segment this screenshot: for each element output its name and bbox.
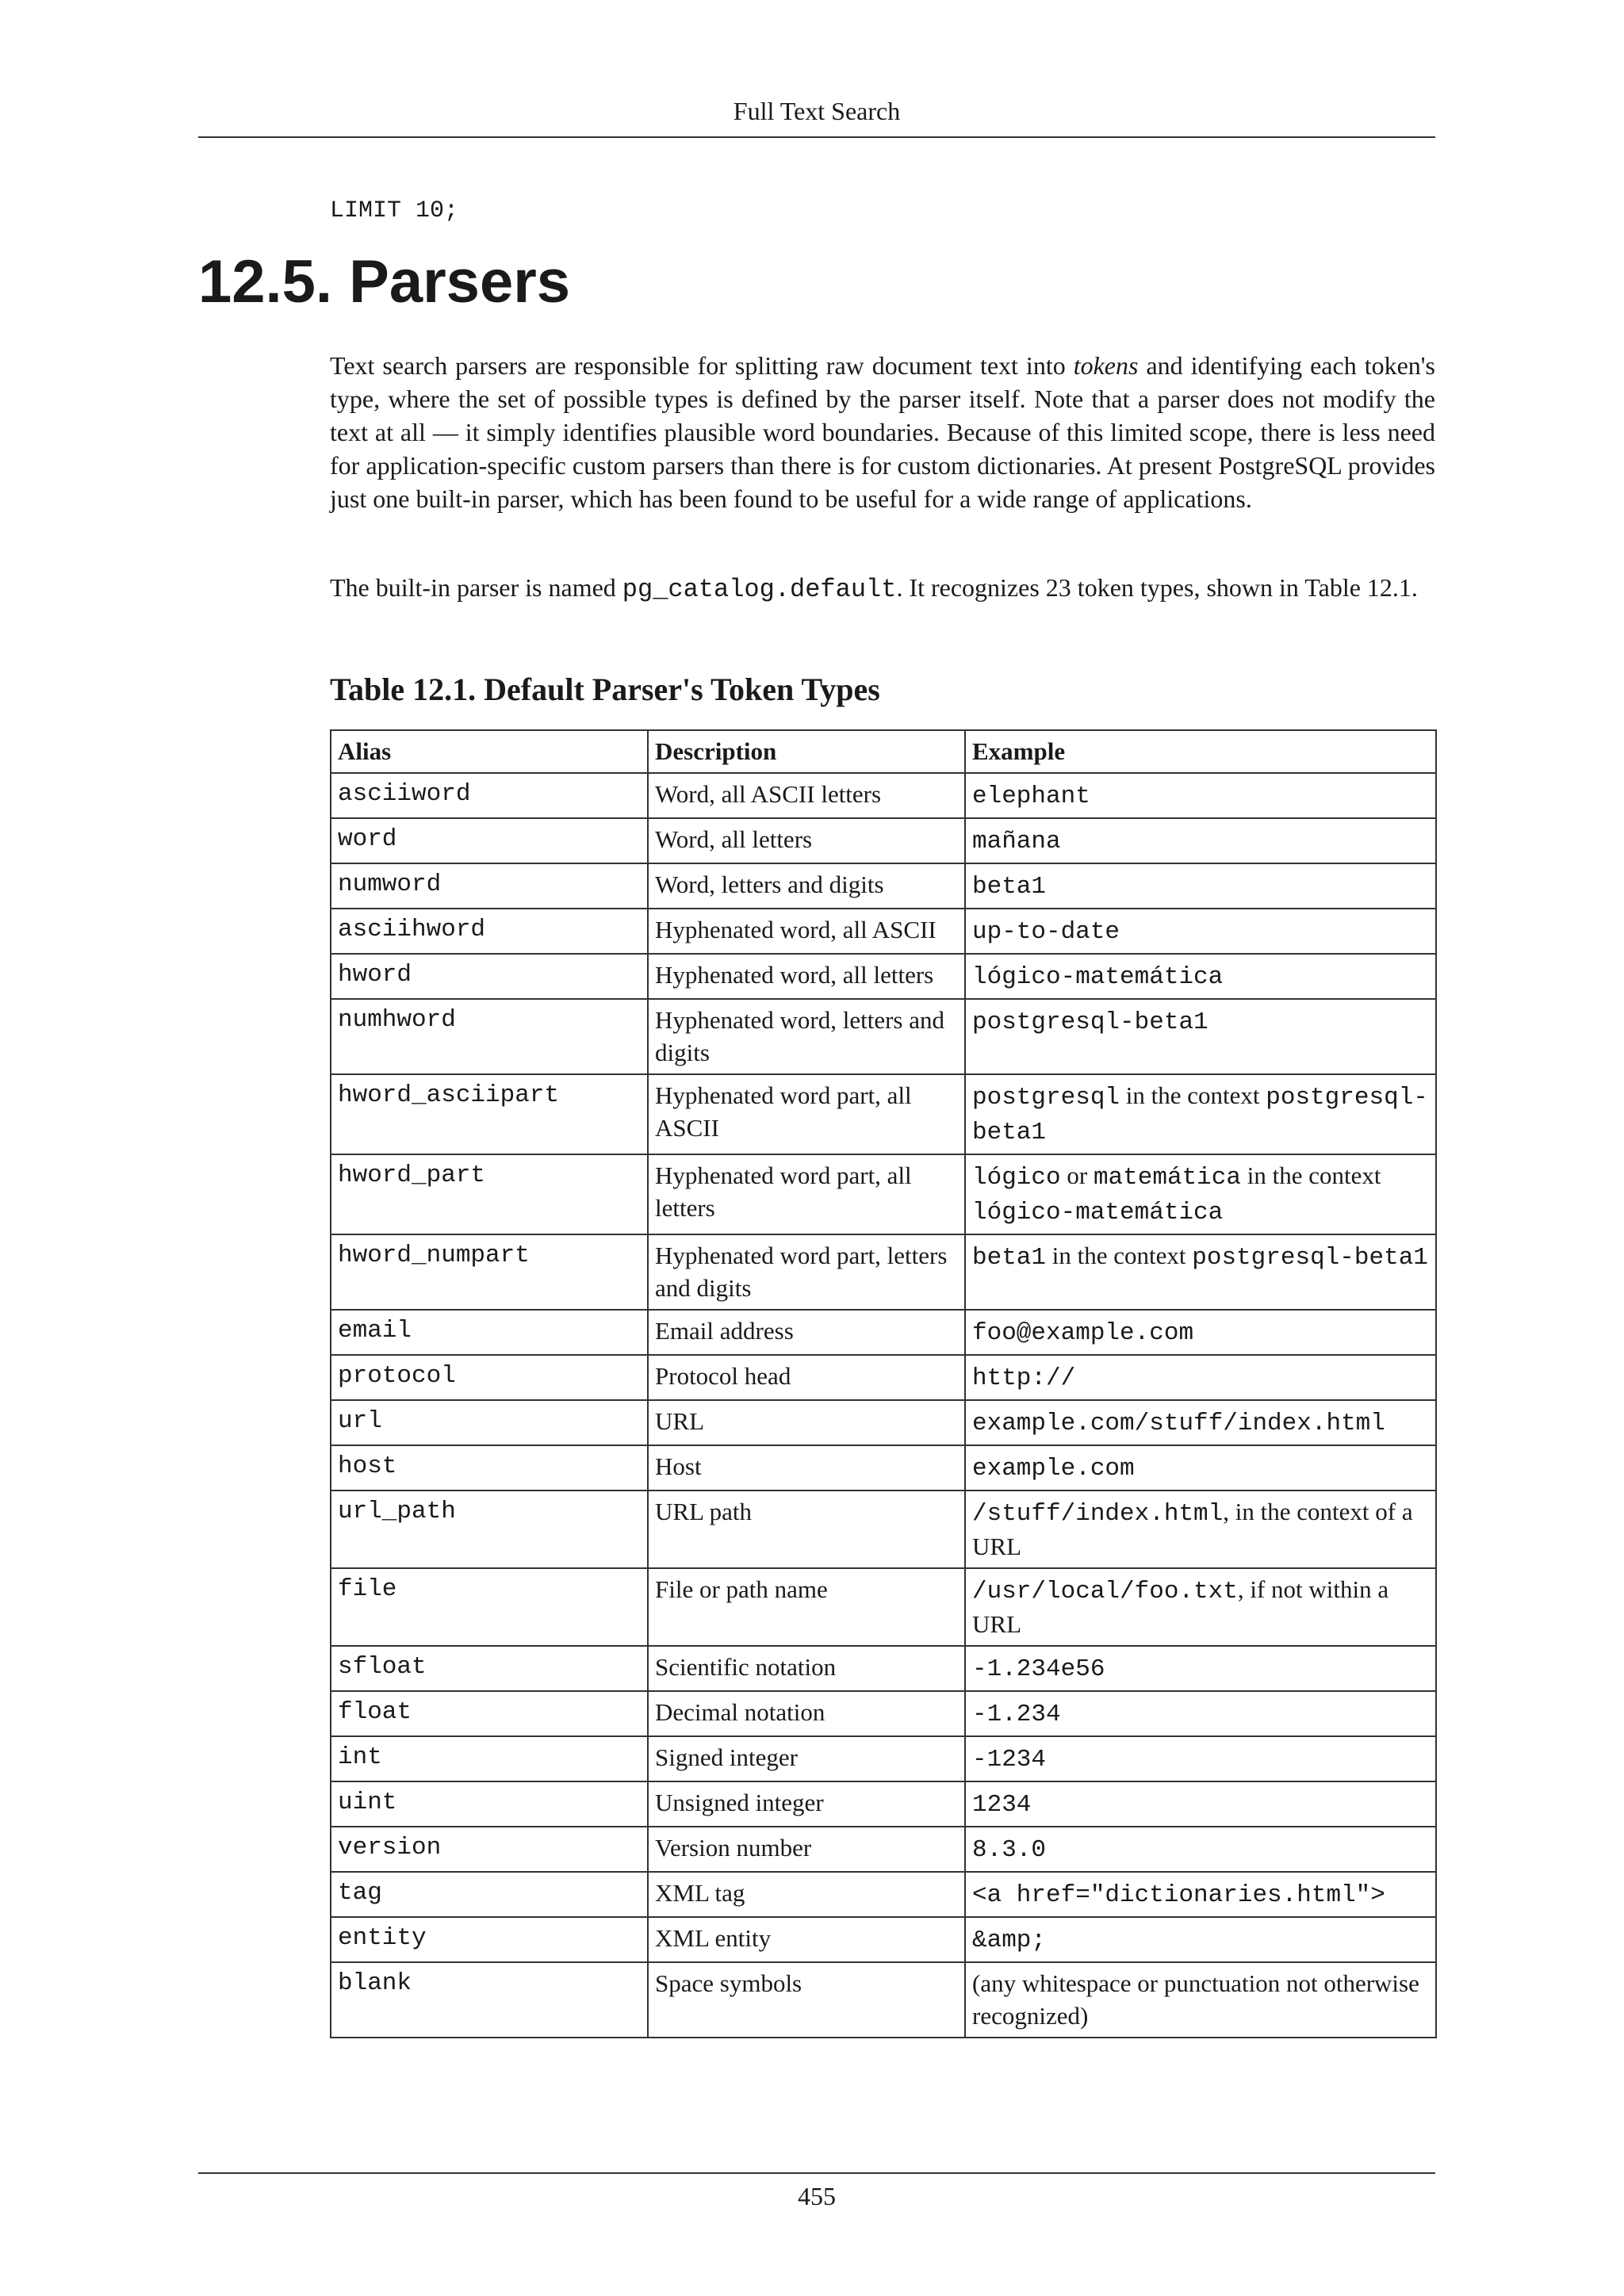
code-snippet: LIMIT 10; (330, 197, 459, 224)
example-code: -1.234 (972, 1701, 1061, 1728)
example-code: postgresql (972, 1084, 1120, 1112)
page-number: 455 (798, 2182, 836, 2210)
example-text: in the context (1240, 1161, 1381, 1189)
description-cell: Hyphenated word part, letters and digits (648, 1234, 965, 1310)
intro-text-start: Text search parsers are responsible for splitting raw document text into (330, 351, 1074, 380)
example-code: postgresql-beta1 (972, 1084, 1428, 1146)
description-cell: XML tag (648, 1872, 965, 1917)
table-row (331, 1568, 1436, 1646)
table-row (331, 1074, 1436, 1154)
table-row (331, 1400, 1436, 1445)
example-cell (965, 1781, 1436, 1827)
alias-cell: protocol (331, 1355, 648, 1400)
intro-text-end: and identifying each token's type, where the set of possible types is defined by the parser itself. Note that a parser does not modify the text at all — it simply identifies plausible word boundaries. Because of this limited scope, there is less need for application-specific custom parsers than there is for custom dictionaries. At present PostgreSQL provides just one built-in parser, which has been found to be useful for a wide range of applications. (330, 351, 1435, 513)
example-cell (965, 999, 1436, 1074)
example-cell (965, 1962, 1436, 2038)
alias-cell: version (331, 1827, 648, 1872)
description-cell: Hyphenated word part, all ASCII (648, 1074, 965, 1154)
alias-cell: asciihword (331, 909, 648, 954)
example-cell (965, 1827, 1436, 1872)
alias-cell: asciiword (331, 773, 648, 818)
description-cell: Hyphenated word, all letters (648, 954, 965, 999)
example-code: beta1 (972, 1244, 1047, 1272)
alias-cell: tag (331, 1872, 648, 1917)
description-cell: Word, all ASCII letters (648, 773, 965, 818)
example-cell (965, 863, 1436, 909)
example-code: /stuff/index.html (972, 1500, 1224, 1528)
intro-emphasis: tokens (1073, 351, 1139, 380)
description-cell: Version number (648, 1827, 965, 1872)
builtin-parser-paragraph (330, 571, 1435, 607)
example-code: postgresql-beta1 (972, 1008, 1208, 1036)
alias-cell: entity (331, 1917, 648, 1962)
example-cell (965, 1400, 1436, 1445)
example-text: (any whitespace or punctuation not otherwise recognized) (972, 1969, 1419, 2030)
builtin-text-end: . It recognizes 23 token types, shown in Table 12.1. (896, 573, 1418, 602)
column-header-alias: Alias (331, 730, 648, 773)
table-row (331, 1691, 1436, 1736)
example-code: &amp; (972, 1927, 1047, 1954)
alias-cell: blank (331, 1962, 648, 2038)
alias-cell: sfloat (331, 1646, 648, 1691)
description-cell: Signed integer (648, 1736, 965, 1781)
description-cell: Word, all letters (648, 818, 965, 863)
running-header: Full Text Search (733, 97, 901, 125)
alias-cell: file (331, 1568, 648, 1646)
example-cell (965, 954, 1436, 999)
table-row (331, 1962, 1436, 2038)
table-row (331, 909, 1436, 954)
alias-cell: url_path (331, 1490, 648, 1568)
table-row (331, 1872, 1436, 1917)
description-cell: Space symbols (648, 1962, 965, 2038)
table-row (331, 1827, 1436, 1872)
example-cell (965, 1568, 1436, 1646)
table-row (331, 1646, 1436, 1691)
example-code: beta1 (972, 873, 1047, 901)
example-code: example.com/stuff/index.html (972, 1410, 1385, 1437)
example-code: /usr/local/foo.txt (972, 1578, 1238, 1605)
builtin-text-start: The built-in parser is named (330, 573, 622, 602)
example-cell (965, 1074, 1436, 1154)
description-cell: Hyphenated word part, all letters (648, 1154, 965, 1234)
table-row (331, 954, 1436, 999)
alias-cell: host (331, 1445, 648, 1490)
parser-name-code: pg_catalog.default (622, 575, 897, 604)
alias-cell: hword_asciipart (331, 1074, 648, 1154)
example-cell (965, 1917, 1436, 1962)
example-code: foo@example.com (972, 1319, 1194, 1347)
example-cell (965, 1691, 1436, 1736)
table-row (331, 1154, 1436, 1234)
table-row (331, 818, 1436, 863)
example-text: or (1060, 1161, 1094, 1189)
example-cell (965, 1646, 1436, 1691)
example-cell (965, 773, 1436, 818)
description-cell: Protocol head (648, 1355, 965, 1400)
example-code: lógico-matemática (972, 963, 1224, 991)
example-code: elephant (972, 783, 1090, 810)
column-header-example: Example (965, 730, 1436, 773)
table-row (331, 1917, 1436, 1962)
intro-paragraph (330, 349, 1435, 515)
description-cell: Hyphenated word, letters and digits (648, 999, 965, 1074)
example-code: lógico (972, 1164, 1061, 1192)
alias-cell: hword (331, 954, 648, 999)
description-cell: Word, letters and digits (648, 863, 965, 909)
description-cell: Hyphenated word, all ASCII (648, 909, 965, 954)
example-code: 1234 (972, 1791, 1032, 1819)
example-cell (965, 1154, 1436, 1234)
example-cell (965, 909, 1436, 954)
alias-cell: email (331, 1310, 648, 1355)
column-header-description: Description (648, 730, 965, 773)
table-title: Table 12.1. Default Parser's Token Types (330, 672, 880, 707)
footer-rule (198, 2172, 1435, 2174)
table-row (331, 1234, 1436, 1310)
example-cell (965, 818, 1436, 863)
example-cell (965, 1310, 1436, 1355)
example-text: , in the context of a URL (972, 1498, 1413, 1560)
example-cell (965, 1234, 1436, 1310)
example-cell (965, 1736, 1436, 1781)
alias-cell: int (331, 1736, 648, 1781)
example-cell (965, 1490, 1436, 1568)
description-cell: Scientific notation (648, 1646, 965, 1691)
alias-cell: numhword (331, 999, 648, 1074)
alias-cell: float (331, 1691, 648, 1736)
description-cell: File or path name (648, 1568, 965, 1646)
example-code: http:// (972, 1364, 1076, 1392)
table-row (331, 1310, 1436, 1355)
alias-cell: numword (331, 863, 648, 909)
example-cell (965, 1355, 1436, 1400)
example-code: lógico-matemática (972, 1199, 1224, 1226)
example-code: 8.3.0 (972, 1836, 1047, 1864)
description-cell: XML entity (648, 1917, 965, 1962)
example-code: <a href="dictionaries.html"> (972, 1881, 1385, 1909)
header-rule (198, 136, 1435, 138)
example-code: -1.234e56 (972, 1655, 1105, 1683)
alias-cell: uint (331, 1781, 648, 1827)
table-row (331, 1781, 1436, 1827)
example-code: example.com (972, 1455, 1135, 1483)
table-row (331, 1445, 1436, 1490)
table-row (331, 999, 1436, 1074)
example-code: -1234 (972, 1746, 1047, 1774)
alias-cell: word (331, 818, 648, 863)
description-cell: Email address (648, 1310, 965, 1355)
description-cell: Host (648, 1445, 965, 1490)
example-cell (965, 1872, 1436, 1917)
table-row (331, 1490, 1436, 1568)
alias-cell: url (331, 1400, 648, 1445)
token-types-table (330, 729, 1437, 2038)
example-code: mañana (972, 828, 1061, 855)
example-cell (965, 1445, 1436, 1490)
table-row (331, 773, 1436, 818)
example-text: , if not within a URL (972, 1575, 1389, 1638)
example-text: in the context (1046, 1242, 1193, 1269)
description-cell: URL (648, 1400, 965, 1445)
table-body (331, 773, 1436, 2038)
table-row (331, 1355, 1436, 1400)
alias-cell: hword_numpart (331, 1234, 648, 1310)
example-code: matemática (1093, 1164, 1241, 1192)
example-code: postgresql-beta1 (1192, 1244, 1428, 1272)
table-row (331, 1736, 1436, 1781)
example-code: up-to-date (972, 918, 1120, 946)
description-cell: Unsigned integer (648, 1781, 965, 1827)
description-cell: URL path (648, 1490, 965, 1568)
table-row (331, 863, 1436, 909)
section-title: 12.5. Parsers (198, 248, 571, 316)
example-text: in the context (1120, 1081, 1266, 1109)
table-header-row (331, 730, 1436, 773)
alias-cell: hword_part (331, 1154, 648, 1234)
description-cell: Decimal notation (648, 1691, 965, 1736)
